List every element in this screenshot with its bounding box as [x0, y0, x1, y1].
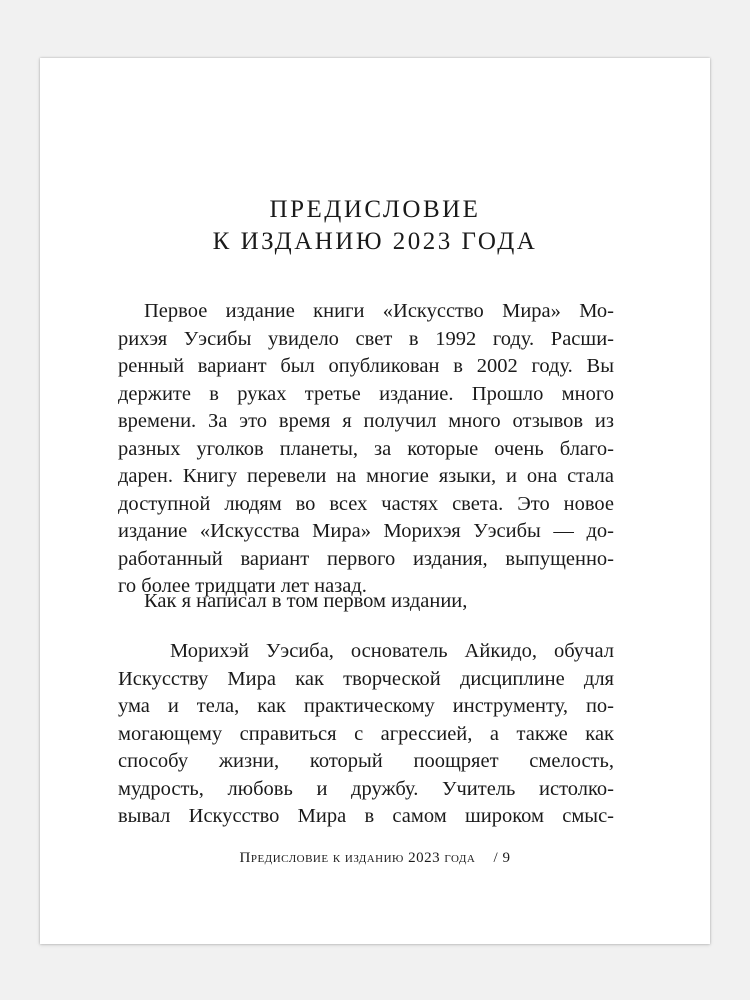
chapter-title-line-2: К ИЗДАНИЮ 2023 ГОДА	[212, 228, 538, 255]
text-line: держите в руках третье издание. Прошло много	[118, 382, 614, 405]
text-line: Первое издание книги «Искусство Мира» Мо-	[144, 300, 614, 322]
text-line: времени. За это время я получил много отзывов из	[118, 410, 614, 432]
page-footer	[40, 850, 710, 867]
footer-separator: /	[493, 850, 499, 866]
text-line: Морихэй Уэсиба, основатель Айкидо, обучал	[170, 640, 614, 662]
text-line: рихэя Уэсибы увидело свет в 1992 году. Расши-	[118, 327, 614, 350]
text-line: работанный вариант первого издания, выпущенно-	[118, 547, 614, 570]
running-title: Предисловие к изданию 2023 года	[239, 850, 476, 866]
text-line: разных уголков планеты, за которые очень благо-	[118, 437, 614, 460]
text-line: издание «Искусства Мира» Морихэя Уэсибы — до-	[118, 520, 614, 542]
text-line: мудрость, любовь и дружбу. Учитель истолко-	[118, 777, 614, 800]
chapter-title-line-1: ПРЕДИСЛОВИЕ	[269, 196, 481, 223]
text-line: Как я написал в том первом издании,	[144, 590, 468, 612]
text-line: доступной людям во всех частях света. Это новое	[118, 492, 614, 515]
text-line: ренный вариант был опубликован в 2002 году. Вы	[118, 355, 614, 377]
text-line: дарен. Книгу перевели на многие языки, и она стала	[118, 465, 614, 487]
paragraph-1	[118, 298, 614, 601]
text-line: Искусству Мира как творческой дисциплине для	[118, 667, 614, 690]
book-page	[40, 58, 710, 944]
text-line: могающему справиться с агрессией, а также как	[118, 722, 614, 745]
text-line: способу жизни, который поощряет смелость,	[118, 750, 614, 772]
text-line: ума и тела, как практическому инструменту, по-	[118, 695, 614, 717]
block-quote	[118, 638, 614, 831]
paragraph-2	[118, 588, 614, 616]
text-line: го более тридцати лет назад.	[118, 575, 367, 597]
text-line: вывал Искусство Мира в самом широком смыс-	[118, 805, 614, 827]
page-number: 9	[502, 850, 511, 866]
